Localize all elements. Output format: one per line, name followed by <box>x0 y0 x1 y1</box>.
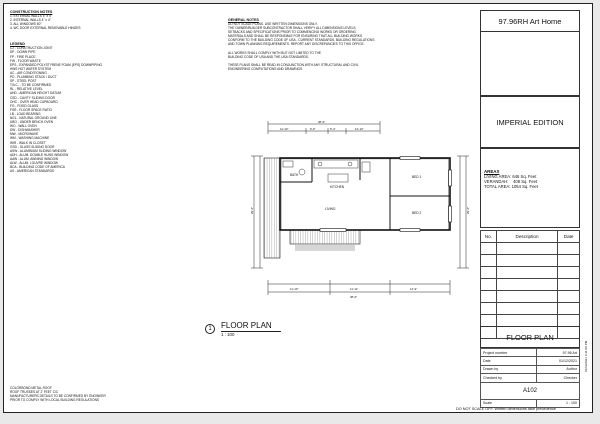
note-line: WIR - WALK IN CLOSET <box>10 140 46 145</box>
revision-cell <box>496 243 557 255</box>
note-line: DW - DISHWASHER <box>10 128 40 133</box>
note-line: HWS HOT WATER SYSTEM <box>10 66 52 71</box>
note-line: GSD - GLASS SLIDING DOOR <box>10 144 55 149</box>
revision-row <box>481 315 580 327</box>
note-line: PRIOR TO COMPLY WITH LOCAL BUILDING REGULATIONS <box>10 398 100 403</box>
dim-top-seg-3: 5'-4" <box>330 127 336 131</box>
revision-cell <box>481 315 497 327</box>
area-total: TOTAL AREA: 1054 Sq. Feet <box>484 184 538 190</box>
note-line: SP - STEEL POST <box>10 79 37 84</box>
note-line: ALW - ALUM. LOUVRE WINDOW <box>10 161 58 165</box>
note-line: AHD - AMERICAN HEIGHT DATUM <box>10 91 62 96</box>
general-note-line: ENGINEERING COMPUTATIONS AND DRAWINGS. <box>228 66 304 71</box>
general-note-line: MATERIALS AND SHALL BE RESPONSIBLE FOR ENSURING THAT ALL BUILDING WORKS <box>228 34 362 39</box>
note-line: DP - DOWN PIPE <box>10 50 36 55</box>
room-label-bed1: BED 1 <box>412 175 422 179</box>
note-line: ROOF TRUSSES AT 2' FEET C/C <box>10 390 59 395</box>
note-line: 3. ALL WINDOWS 60" <box>10 22 42 27</box>
edition-label: IMPERIAL EDITION <box>480 96 580 148</box>
rev-header-date: Date <box>558 231 580 243</box>
view-title-text: FLOOR PLAN <box>221 321 272 330</box>
general-note-line: THESE PLANS SHALL BE READ IN CONJUNCTION WITH ANY STRUCTURAL AND CIVIL <box>228 62 359 67</box>
room-label-bath: BATH <box>290 173 299 177</box>
dim-overall-bottom: 38'-6" <box>350 295 358 299</box>
general-notes <box>228 18 468 75</box>
note-line: RL - RELATIVE LEVEL <box>10 87 43 92</box>
revision-cell <box>558 267 580 279</box>
footer-note: DO NOT SCALE OFF. Written dimensions take precedence <box>456 407 556 411</box>
revision-cell <box>558 303 580 315</box>
revision-cell <box>496 279 557 291</box>
general-note-line: THE OWNER/BUILDER SUBCONTRACTOR SHALL VERIFY ALL DIMENSIONS LEVELS, <box>228 26 357 31</box>
construction-notes-list <box>10 14 130 30</box>
rev-header-description: Description <box>496 231 557 243</box>
sheet-number: A102 <box>481 382 580 399</box>
logo-box <box>480 32 580 96</box>
revision-cell <box>481 267 497 279</box>
dim-top-seg-1: 11'-10" <box>280 127 289 131</box>
areas-box <box>480 148 580 228</box>
revision-cell <box>496 315 557 327</box>
revision-cell <box>496 303 557 315</box>
note-line: 4. WC DOOR EXTERNAL REMOVABLE HINGES <box>10 26 81 31</box>
note-line: PD - PLUMBING STACK / DUCT <box>10 75 57 80</box>
room-label-kitchen: KITCHEN <box>330 185 344 189</box>
scale-label: Scale <box>481 399 537 407</box>
project-title: 97.96RH Art Home <box>480 10 580 32</box>
sheet-title: FLOOR PLAN <box>480 326 580 348</box>
revision-cell <box>481 255 497 267</box>
info-label: Checked by <box>481 374 537 382</box>
revision-cell <box>558 315 580 327</box>
note-line: FW - FLOOR WASTE <box>10 58 41 63</box>
revision-cell <box>481 243 497 255</box>
note-line: LB - LOAD BEARING <box>10 111 41 116</box>
general-notes-title: GENERAL NOTES <box>228 18 259 22</box>
revision-cell <box>496 291 557 303</box>
note-line: 2. INTERNAL WALLS 4" x 4" <box>10 18 51 23</box>
note-line: AS - AMERICAN STANDARDS <box>10 169 55 174</box>
general-note-line: ALL WORKS SHALL COMPLY WITH BUT NOT LIMITED TO THE <box>228 50 322 55</box>
construction-notes-title: CONSTRUCTION NOTES <box>10 10 53 14</box>
revision-cell <box>558 255 580 267</box>
title-info-table <box>480 348 580 408</box>
note-line: AAW - ALUM. AWNING WINDOW <box>10 156 59 161</box>
note-line: AC - AIR CONDITIONING <box>10 70 47 75</box>
info-value: Checker <box>536 374 579 382</box>
rev-header-no: No. <box>481 231 497 243</box>
info-value: 01/12/2021 <box>536 357 579 365</box>
general-note-line: AND TOWN PLANNING REQUIREMENTS. REPORT ANY DISCREPANCIES TO THIS OFFICE. <box>228 42 365 47</box>
note-line: FSR - FLOOR SPACE RATIO <box>10 107 53 112</box>
legend-title: LEGEND <box>10 42 25 47</box>
general-note-line: SETBACKS AND SPECIFICATIONS PRIOR TO COMMENCING WORKS OR ORDERING <box>228 30 356 35</box>
note-line: NGL - NATURAL GROUND LINE <box>10 115 57 120</box>
revision-row <box>481 303 580 315</box>
note-line: MANUFACTURERS DETAILS TO BE CONFIRMED BY ENGINEER <box>10 394 106 399</box>
legend-list <box>10 46 130 173</box>
room-label-living: LIVING <box>325 207 336 211</box>
info-value: Author <box>536 365 579 373</box>
dim-overall-left: 29'-2" <box>250 206 254 214</box>
dim-bottom-seg-2: 11'-11" <box>350 287 359 291</box>
note-line: 1. EXTERNAL WALLS 4" x 4" <box>10 14 52 18</box>
revision-row <box>481 243 580 255</box>
note-line: CSD - CAVITY SLIDING DOOR <box>10 95 55 100</box>
note-line: ASW - ALUMINIUM SLIDING WINDOW <box>10 148 67 153</box>
revision-cell <box>481 303 497 315</box>
dim-bottom-seg-1: 11'-10" <box>290 287 299 291</box>
note-line: UBO - UNDER BENCH OVEN <box>10 120 54 125</box>
note-line: MW - MICROWAVE <box>10 132 39 137</box>
dim-overall-top: 38'-6" <box>318 120 326 124</box>
revision-row <box>481 291 580 303</box>
revision-row <box>481 267 580 279</box>
revision-cell <box>496 255 557 267</box>
note-line: T.B.C. - TO BE CONFIRMED <box>10 83 52 88</box>
note-line: ADH - ALUM. DOUBLE HUNG WINDOW <box>10 152 69 157</box>
revision-table <box>480 230 580 339</box>
note-line: BCA - BUILDING CODE OF AMERICA <box>10 165 65 170</box>
general-note-line: BUILDING CODE OF USA AND THE USA STANDARDS. <box>228 54 309 59</box>
dim-overall-right: 29'-2" <box>466 206 470 214</box>
general-notes-text <box>228 22 468 75</box>
scale-value: 1 : 100 <box>536 399 579 407</box>
info-label: Drawn by <box>481 365 537 373</box>
info-label: Project number <box>481 349 537 357</box>
roof-notes <box>10 386 106 402</box>
dim-bottom-seg-3: 14'-9" <box>410 287 418 291</box>
note-line: FG - FIXED GLASS <box>10 103 39 108</box>
revision-cell <box>558 279 580 291</box>
revision-cell <box>558 243 580 255</box>
general-note-line: DO NOT SCALE PLANS. USE WRITTEN DIMENSIONS ONLY. <box>228 22 318 26</box>
info-value: 97.96 Art <box>536 349 579 357</box>
view-number: 1 <box>205 324 215 334</box>
print-timestamp: 01/12/2021 4:31:00 PM <box>584 340 588 372</box>
general-note-line: CONFORM TO THE BUILDING CODE OF USA - CURRENT STANDARDS, BUILDING REGULATIONS <box>228 38 375 43</box>
note-line: WM - WASHING MACHINE <box>10 136 50 141</box>
revision-row <box>481 279 580 291</box>
note-line: COLORBOND METAL ROOF <box>10 386 52 390</box>
revision-cell <box>481 279 497 291</box>
note-line: WO - WALL OVEN <box>10 124 37 129</box>
note-line: FP - FIRE PLACE <box>10 54 36 59</box>
revision-row <box>481 255 580 267</box>
revision-cell <box>496 267 557 279</box>
note-line: CJ - CONSTRUCTION JOINT <box>10 46 53 51</box>
dim-top-seg-4: 14'-10" <box>355 127 364 131</box>
notes-column <box>10 10 130 173</box>
revision-cell <box>558 291 580 303</box>
areas-title: AREAS <box>484 169 500 174</box>
dim-top-seg-2: 6'-6" <box>310 127 316 131</box>
view-scale: 1 : 100 <box>221 332 235 337</box>
note-line: EPS - EXPANDED POLYSTYRENE FOAM (EPS) DOWNPIPING <box>10 62 102 67</box>
note-line: OHC - OVER HEAD CUPBOARD <box>10 99 58 104</box>
room-label-bed2: BED 2 <box>412 211 422 215</box>
revision-cell <box>481 291 497 303</box>
floor-plan-drawing <box>250 118 475 318</box>
area-living: LIVING AREA: 646 Sq. Feet <box>484 174 537 179</box>
info-label: Date <box>481 357 537 365</box>
area-verandah: VERANDAH: 408 Sq. Feet <box>484 179 538 185</box>
